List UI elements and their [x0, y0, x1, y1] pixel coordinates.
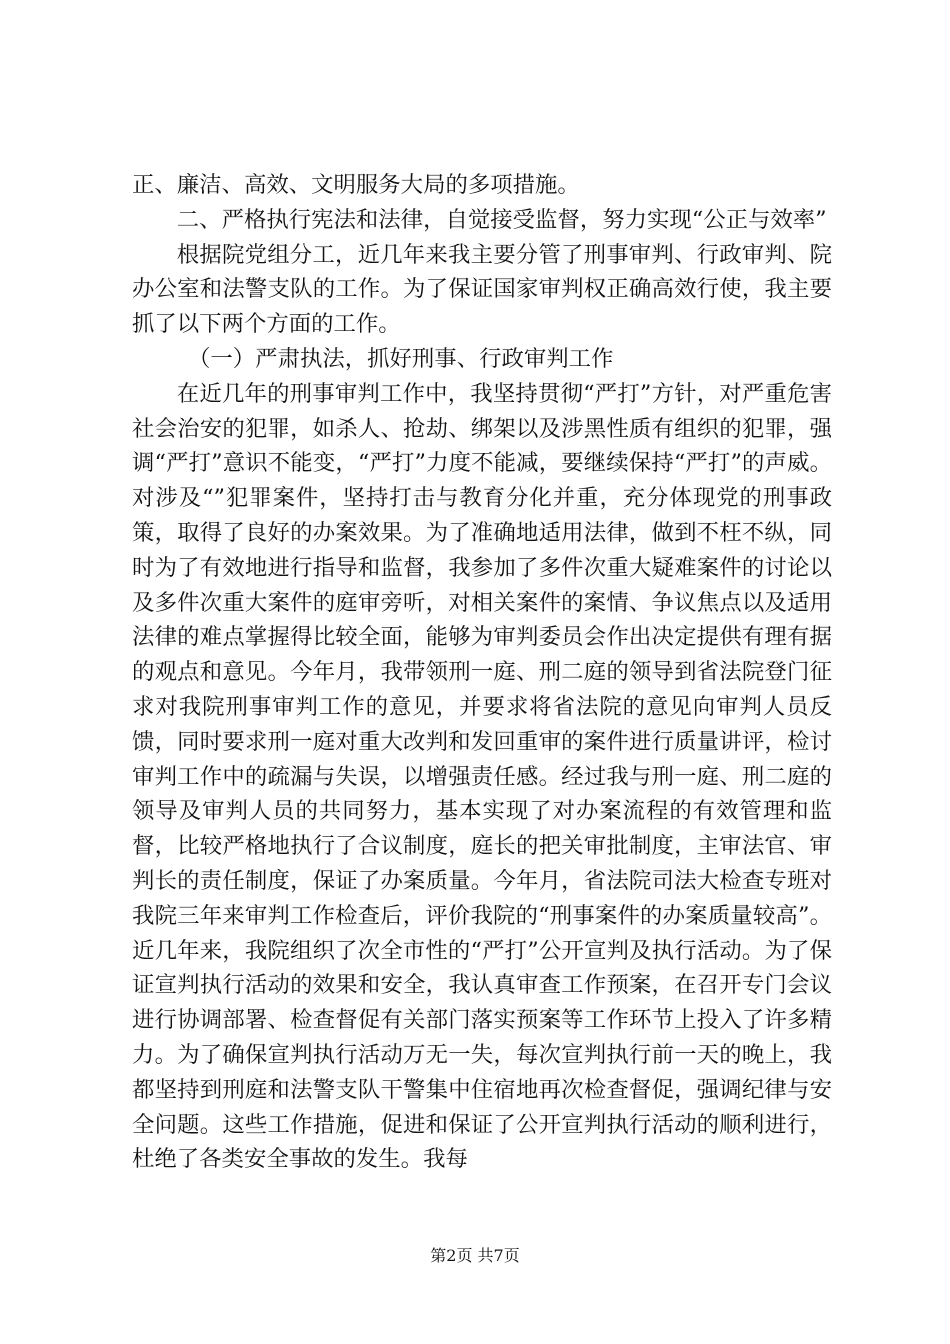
- section-heading-2: 二、严格执行宪法和法律，自觉接受监督，努力实现“公正与效率”: [176, 206, 827, 233]
- paragraph-criminal-trial: 在近几年的刑事审判工作中，我坚持贯彻“严打”方针，对严重危害社会治安的犯罪，如杀人、抢劫、绑架以及涉黑性质有组织的犯罪，强调“严打”意识不能变，“严打”力度不能减，要继续保持“严打”的声威。对涉及“”犯罪案件，坚持打击与教育分化并重，充分体现党的刑事政策，取得了良好的办案效果。为了准确地适用法律，做到不枉不纵，同时为了有效地进行指导和监督，我参加了多件次重大疑难案件的讨论以及多件次重大案件的庭审旁听，对相关案件的案情、争议焦点以及适用法律的难点掌握得比较全面，能够为审判委员会作出决定提供有理有据的观点和意见。今年月，我带领刑一庭、刑二庭的领导到省法院登门征求对我院刑事审判工作的意见，并要求将省法院的意见向审判人员反馈，同时要求刑一庭对重大改判和发回重审的案件进行质量讲评，检讨审判工作中的疏漏与失误，以增强责任感。经过我与刑一庭、刑二庭的领导及审判人员的共同努力，基本实现了对办案流程的有效管理和监督，比较严格地执行了合议制度，庭长的把关审批制度，主审法官、审判长的责任制度，保证了办案质量。今年月，省法院司法大检查专班对我院三年来审判工作检查后，评价我院的“刑事案件的办案质量较高”。近几年来，我院组织了次全市性的“严打”公开宣判及执行活动。为了保证宣判执行活动的效果和安全，我认真审查工作预案，在召开专门会议进行协调部署、检查督促有关部门落实预案等工作环节上投入了许多精力。为了确保宣判执行活动万无一失，每次宣判执行前一天的晚上，我都坚持到刑庭和法警支队干警集中住宿地再次检查督促，强调纪律与安全问题。这些工作措施，促进和保证了公开宣判执行活动的顺利进行，杜绝了各类安全事故的发生。我每: [132, 380, 832, 1173]
- paragraph-division-of-work: 根据院党组分工，近几年来我主要分管了刑事审判、行政审判、院办公室和法警支队的工作。为了保证国家审判权正确高效行使，我主要抓了以下两个方面的工作。: [132, 241, 832, 338]
- page-footer: [0, 1243, 950, 1266]
- subsection-heading-1: （一）严肃执法，抓好刑事、行政审判工作: [188, 345, 614, 372]
- document-body: [132, 168, 832, 1177]
- page-total: 共7页: [477, 1246, 520, 1265]
- paragraph-continuation: 正、廉洁、高效、文明服务大局的多项措施。: [132, 172, 580, 198]
- page-number: 第2页: [430, 1246, 473, 1265]
